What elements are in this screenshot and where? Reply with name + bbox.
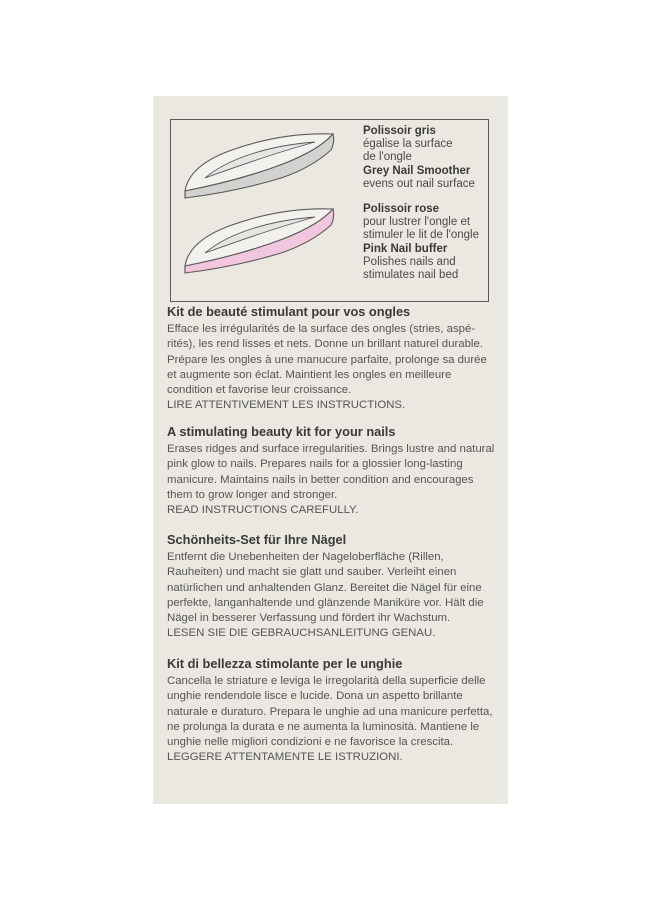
section-title-french: Kit de beauté stimulant pour vos ongles [167,304,411,319]
pink-nail-buffer-drawing [185,209,334,273]
section-english [167,424,503,518]
section-title-english: A stimulating beauty kit for your nails [167,424,396,439]
section-german [167,532,503,642]
pink-buffer-desc-fr: pour lustrer l'ongle et stimuler le lit de l'ongle [363,216,479,242]
pink-buffer-title-fr: Polissoir rose [363,203,440,215]
grey-smoother-title-en: Grey Nail Smoother [363,164,471,177]
grey-smoother-title-fr: Polissoir gris [363,125,436,137]
section-body-french: Efface les irrégularités de la surface des ongles (stries, aspé- rités), les rend lisses et nets. Donne un brillant naturel durable. Prépare les ongles à une manucure parfaite, prolonge sa durée et augmente son éclat. Maintient les ongles en meilleure condition et favorise leur croissance. LIRE ATTENTIVEMENT LES INSTRUCTIONS. [167,323,487,412]
grey-smoother-caption [363,125,475,191]
grey-smoother-desc-en: evens out nail surface [363,177,475,190]
grey-nail-smoother-drawing [185,134,334,198]
section-body-italian: Cancella le striature e leviga le irregolarità della superficie delle unghie rendendole lisce e lucide. Dona un aspetto brillante naturale e duraturo. Prepara le unghie ad una manicure perfetta, ne prolunga la durata e ne aumenta la luminosità. Mantiene le unghie nelle migliori condizioni e ne favorisce la crescita. LEGGERE ATTENTAMENTE LE ISTRUZIONI. [167,675,493,764]
pink-buffer-title-en: Pink Nail buffer [363,242,448,255]
section-french [167,304,503,414]
section-title-italian: Kit di bellezza stimolante per le unghie [167,656,403,671]
pink-buffer-caption [363,203,479,282]
section-title-german: Schönheits-Set für Ihre Nägel [167,532,347,547]
section-body-german: Entfernt die Unebenheiten der Nageloberfläche (Rillen, Rauheiten) und macht sie glatt und sauber. Verleiht einen natürlichen und anhaltenden Glanz. Bereitet die Nägel für eine perfekte, langanhaltende und glänzende Maniküre vor. Hält die Nägel in besserer Verfassung und fördert ihr Wachstum. LESEN SIE DIE GEBRAUCHSANLEITUNG GENAU. [167,551,484,640]
pink-buffer-desc-en: Polishes nails and stimulates nail bed [363,255,459,282]
grey-smoother-desc-fr: égalise la surface de l'ongle [363,138,453,164]
packaging-card [153,96,508,804]
section-italian [167,656,503,766]
product-illustration-box [170,119,489,302]
section-body-english: Erases ridges and surface irregularities. Brings lustre and natural pink glow to nails. Prepares nails for a glossier long-lasting manicure. Maintains nails in better condition and encourages them to grow longer and stronger. READ INSTRUCTIONS CAREFULLY. [167,443,495,517]
